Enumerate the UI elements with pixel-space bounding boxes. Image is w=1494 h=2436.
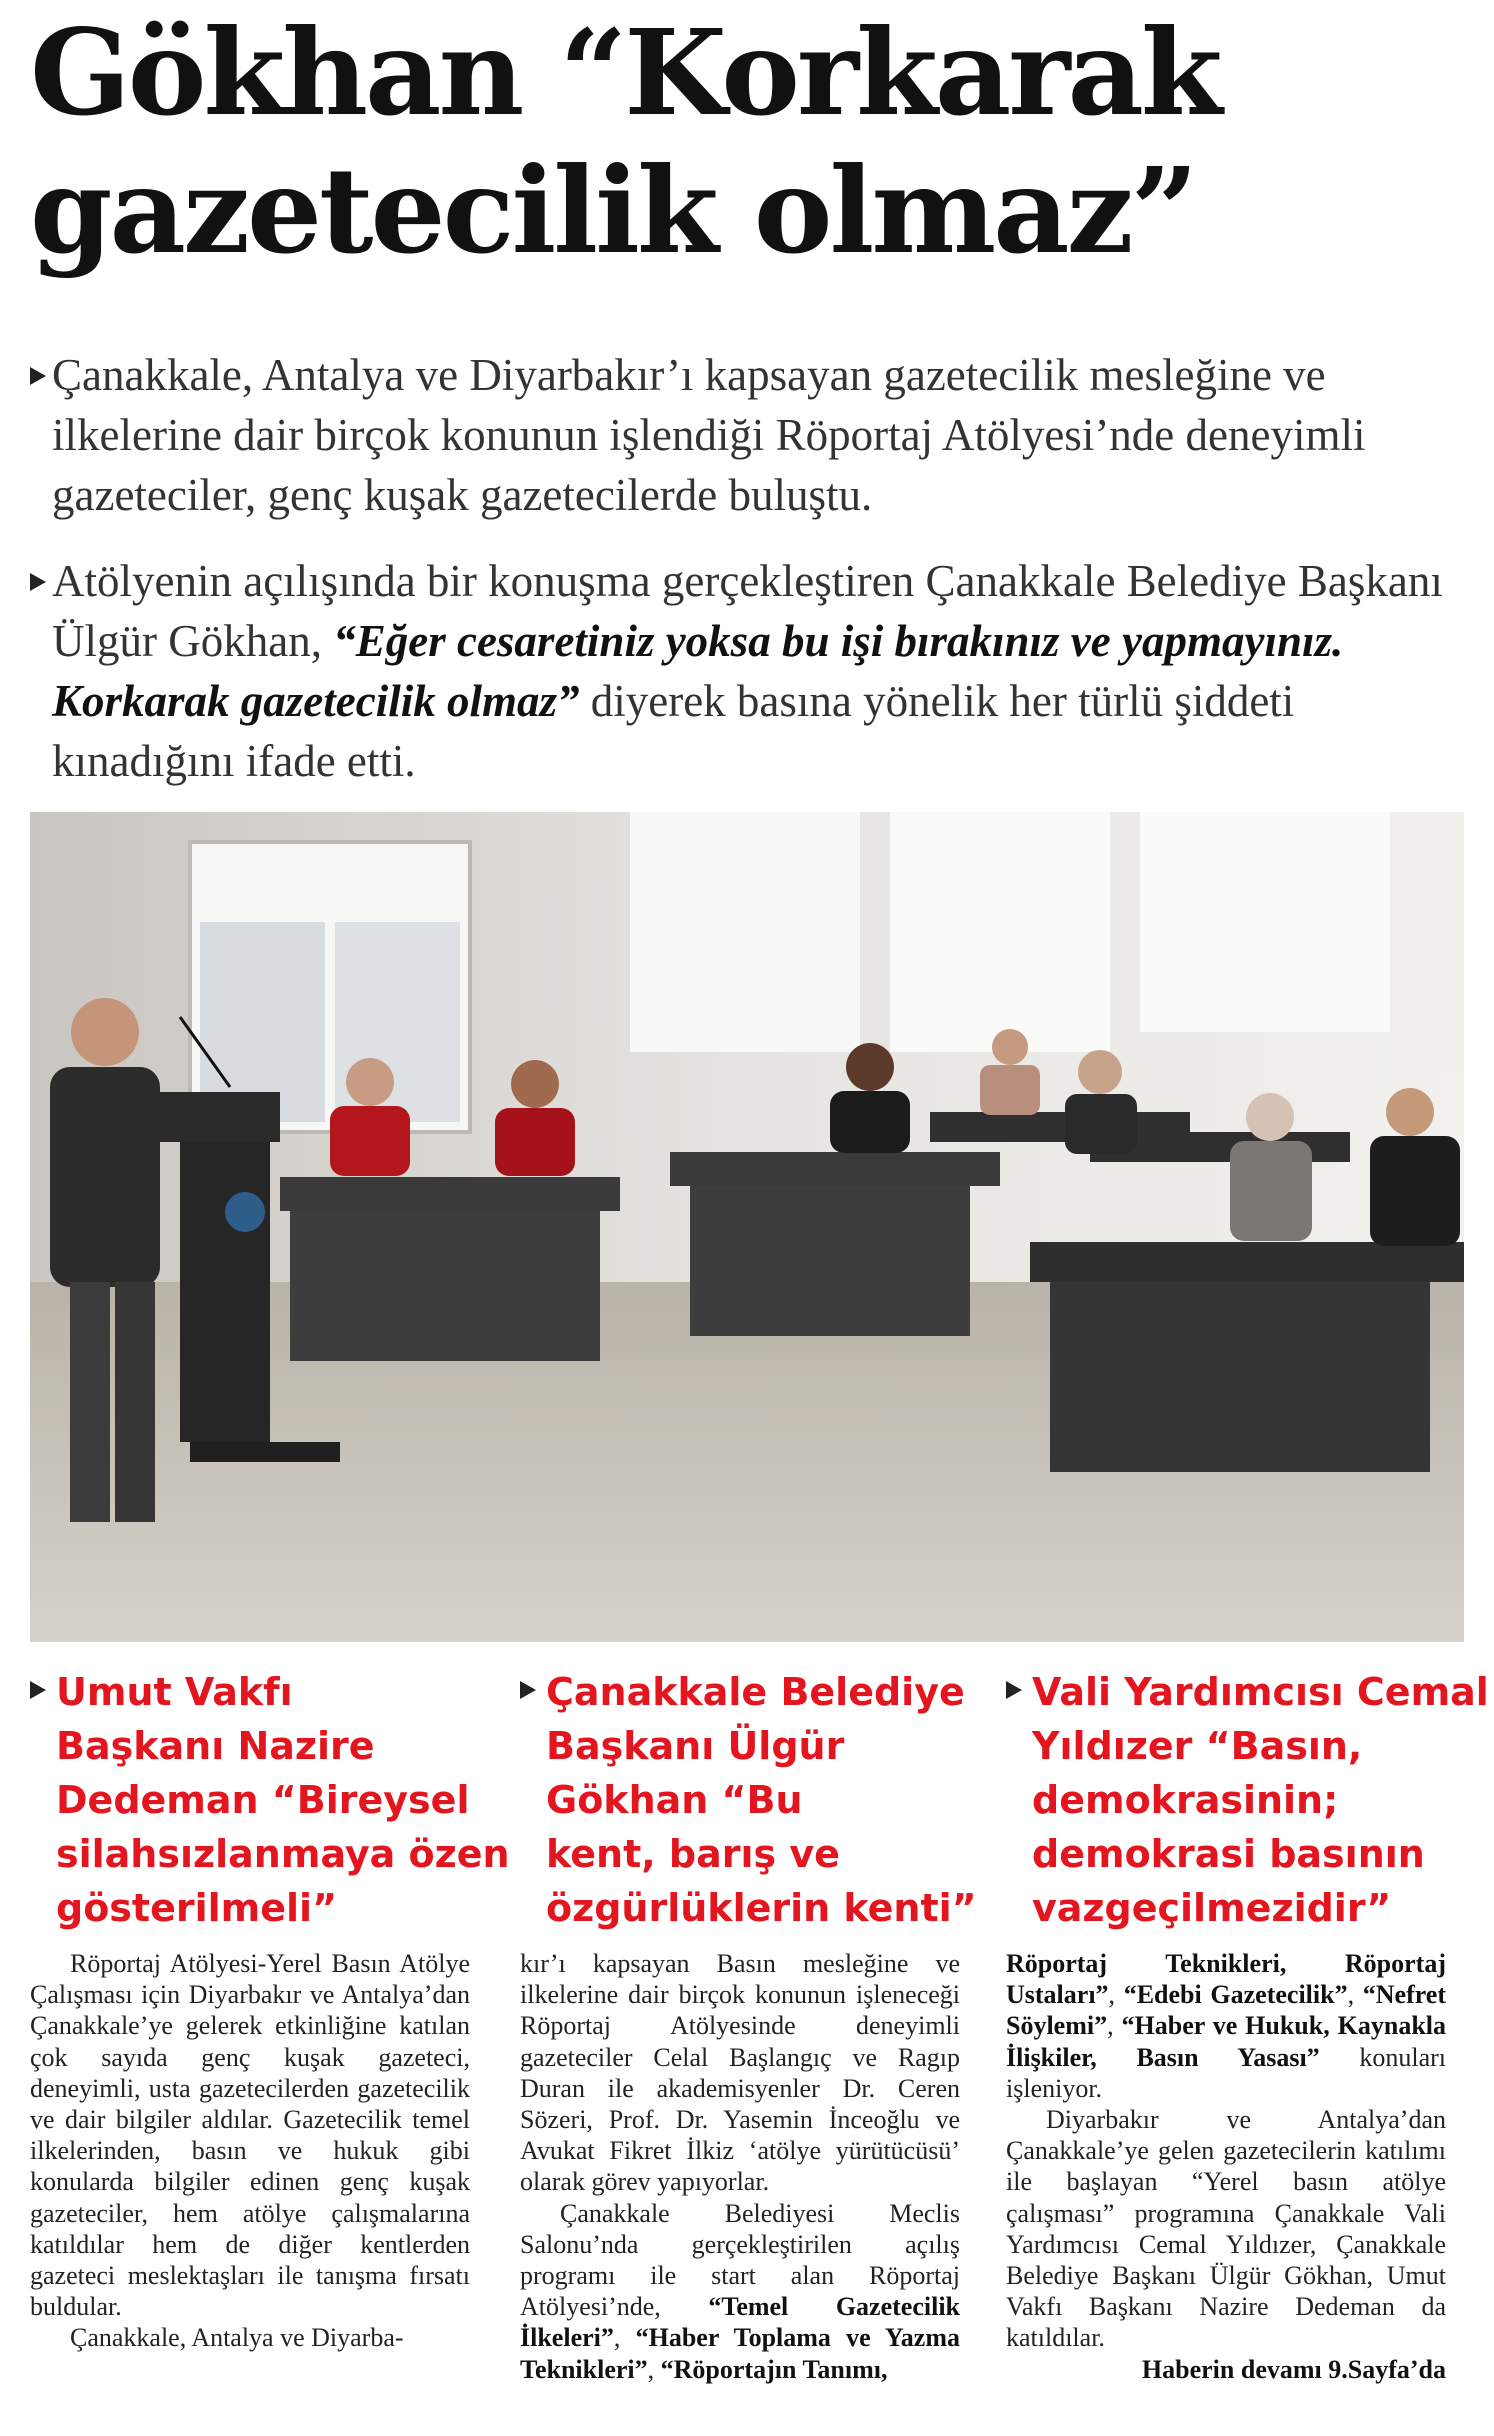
bullet-arrow-icon xyxy=(520,1681,536,1699)
subhead-line: Başkanı Nazire xyxy=(56,1724,375,1768)
body-text: Çanakkale Belediyesi Meclis Salonu’nda gerçekleştirilen açılış programı ile start alan Röportaj Atölyesi’nde, xyxy=(520,2198,960,2322)
body-column-2 xyxy=(520,1948,960,2385)
body-bold: Röportaj Teknikleri, Röportaj Ustaları” xyxy=(1006,1949,1446,2010)
body-text: , xyxy=(1347,1980,1363,2010)
body-paragraph: Çanakkale, Antalya ve Diyarba- xyxy=(70,2323,404,2353)
subhead-line: Çanakkale Belediye xyxy=(546,1670,965,1714)
body-bold: “Haber ve Hukuk, Kaynakla İlişkiler, Basın Yasası” xyxy=(1006,2011,1446,2072)
subhead-line: gösterilmeli” xyxy=(56,1886,338,1930)
workshop-photo-illustration xyxy=(30,812,1464,1642)
body-bold: “Edebi Gazetecilik” xyxy=(1123,1980,1348,2010)
lead-paragraph-2 xyxy=(30,551,1470,791)
subhead-col1 xyxy=(30,1665,510,1935)
bullet-arrow-icon xyxy=(30,1681,46,1699)
body-column-1 xyxy=(30,1948,470,2354)
body-paragraph: Röportaj Atölyesi-Yerel Basın Atölye Çalışması için Diyarbakır ve Antalya’dan Çanakkale’ye gelerek etkinliğine katılan çok sayıda genç kuşak gazeteci, deneyimli, usta gazetecilerden gazetecilik ve dair bilgiler aldılar. Gazetecilik temel ilkelerinden, basın ve hukuk gibi konularda bilgiler edinen genç kuşak gazeteciler, hem atölye çalışmalarına katıldılar hem de diğer kentlerden gazeteci meslektaşları ile tanışma fırsatı buldular. xyxy=(30,1949,470,2322)
body-bold: “Nefret Söylemi” xyxy=(1006,1980,1447,2041)
subhead-col3 xyxy=(1006,1665,1489,1935)
lead-text-2b: diyerek basına yönelik her türlü şiddeti kınadığını ifade etti. xyxy=(52,676,1295,786)
subhead-line: vazgeçilmezidir” xyxy=(1032,1886,1392,1930)
subhead-line: Gökhan “Bu xyxy=(546,1778,803,1822)
subhead-line: demokrasinin; xyxy=(1032,1778,1339,1822)
body-paragraph xyxy=(520,2198,960,2385)
headline-line-2: gazetecilik olmaz” xyxy=(30,141,1196,280)
subhead-line: Dedeman “Bireysel xyxy=(56,1778,470,1822)
subhead-line: özgürlüklerin kenti” xyxy=(546,1886,977,1930)
bullet-arrow-icon xyxy=(1006,1681,1022,1699)
lead-quote: “Eğer cesaretiniz yoksa bu işi bırakınız ve yapmayınız. Korkarak gazetecilik olmaz” xyxy=(52,616,1344,726)
body-paragraph: kır’ı kapsayan Basın mesleğine ve ilkelerine dair birçok konunun işleneceği Röportaj Atölyesinde deneyimli gazeteciler Celal Başlangıç ve Ragıp Duran ile akademisyenler Dr. Ceren Sözeri, Prof. Dr. Yasemin İnceoğlu ve Avukat Fikret İlkiz ‘atölye yürütücüsü’ olarak görev yapıyorlar. xyxy=(520,1949,960,2197)
body-paragraph xyxy=(1006,1948,1446,2104)
body-text: , xyxy=(1108,1980,1124,2010)
lead-text-1: Çanakkale, Antalya ve Diyarbakır’ı kapsayan gazetecilik mesleğine ve ilkelerine dair birçok konunun işlendiği Röportaj Atölyesi’nde deneyimli gazeteciler, genç kuşak gazetecilerde buluştu. xyxy=(52,350,1366,520)
body-paragraph: Diyarbakır ve Antalya’dan Çanakkale’ye gelen gazetecilerin katılımı ile başlayan “Yerel basın atölye çalışması” programına Çanakkale Vali Yardımcısı Cemal Yıldızer, Çanakkale Belediye Başkanı Ülgür Gökhan, Umut Vakfı Başkanı Nazire Dedeman da katıldılar. xyxy=(1006,2105,1446,2353)
bullet-arrow-icon xyxy=(30,573,46,591)
headline-line-1: Gökhan “Korkarak xyxy=(30,3,1220,142)
body-column-3 xyxy=(1006,1948,1446,2385)
body-bold: “Haber Toplama ve Yazma Teknikleri” xyxy=(520,2323,961,2384)
workshop-photo xyxy=(30,812,1464,1642)
body-text: , xyxy=(613,2323,636,2353)
subhead-line: Başkanı Ülgür xyxy=(546,1724,845,1768)
subhead-line: demokrasi basının xyxy=(1032,1832,1425,1876)
body-text: , xyxy=(647,2354,661,2384)
subhead-col2 xyxy=(520,1665,977,1935)
subhead-line: Vali Yardımcısı Cemal xyxy=(1032,1670,1489,1714)
bullet-arrow-icon xyxy=(30,367,46,385)
subhead-line: kent, barış ve xyxy=(546,1832,840,1876)
body-bold: “Röportajın Tanımı, xyxy=(660,2354,888,2384)
body-text: konuları işleniyor. xyxy=(1006,2042,1446,2103)
body-text: , xyxy=(1107,2011,1122,2041)
headline xyxy=(30,4,1470,280)
subhead-line: silahsızlanmaya özen xyxy=(56,1832,510,1876)
body-bold: “Temel Gazetecilik İlkeleri” xyxy=(520,2292,960,2353)
continued-on-page: Haberin devamı 9.Sayfa’da xyxy=(1141,2354,1446,2384)
subhead-line: Yıldızer “Basın, xyxy=(1032,1724,1363,1768)
subhead-line: Umut Vakfı xyxy=(56,1670,293,1714)
lead-text-2a: Atölyenin açılışında bir konuşma gerçekleştiren Çanakkale Belediye Başkanı Ülgür Gökhan, xyxy=(52,556,1443,666)
lead-paragraph-1 xyxy=(30,345,1470,525)
